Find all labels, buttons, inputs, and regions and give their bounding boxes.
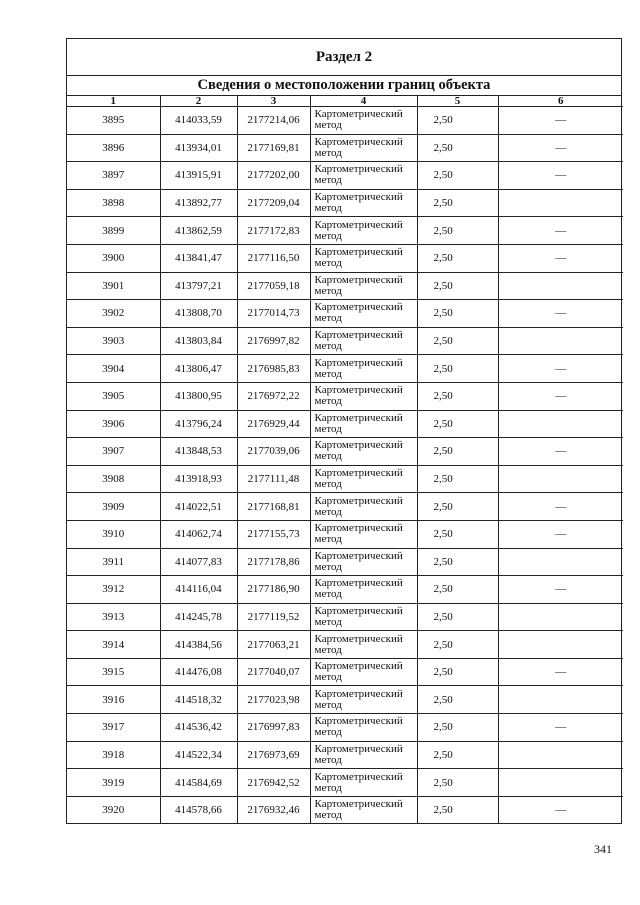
column-header: 6 [498, 96, 623, 107]
accuracy-cell: 2,50 [417, 796, 498, 823]
x-coordinate-cell: 414245,78 [160, 603, 237, 631]
y-coordinate-cell: 2177039,06 [237, 438, 310, 466]
note-cell: — [498, 355, 623, 383]
table-row [67, 658, 623, 686]
point-number-cell: 3915 [67, 658, 160, 686]
note-cell: — [498, 382, 623, 410]
table-row [67, 631, 623, 659]
accuracy-cell: 2,50 [417, 300, 498, 328]
accuracy-cell: 2,50 [417, 355, 498, 383]
point-number-cell: 3917 [67, 714, 160, 742]
method-cell [310, 382, 417, 410]
note-cell: — [498, 796, 623, 823]
method-line-2: метод [314, 395, 342, 408]
method-line-2: метод [314, 229, 342, 242]
y-coordinate-cell: 2177023,98 [237, 686, 310, 714]
method-line-1: Картометрический [314, 522, 403, 535]
column-header: 3 [237, 96, 310, 107]
method-line-1: Картометрический [314, 329, 403, 342]
method-line-2: метод [314, 781, 342, 794]
method-line-1: Картометрический [314, 135, 403, 148]
x-coordinate-cell: 413892,77 [160, 189, 237, 217]
method-cell [310, 438, 417, 466]
method-cell [310, 465, 417, 493]
table-row [67, 796, 623, 823]
method-cell [310, 714, 417, 742]
method-line-1: Картометрический [314, 660, 403, 673]
method-cell [310, 162, 417, 190]
x-coordinate-cell: 413797,21 [160, 272, 237, 300]
point-number-cell: 3909 [67, 493, 160, 521]
method-line-2: метод [314, 312, 342, 325]
point-number-cell: 3908 [67, 465, 160, 493]
method-line-1: Картометрический [314, 218, 403, 231]
note-cell [498, 631, 623, 659]
note-cell: — [498, 244, 623, 272]
point-number-cell: 3906 [67, 410, 160, 438]
method-line-1: Картометрический [314, 108, 403, 121]
table-row [67, 382, 623, 410]
method-line-1: Картометрический [314, 356, 403, 369]
accuracy-cell: 2,50 [417, 493, 498, 521]
method-line-1: Картометрический [314, 467, 403, 480]
y-coordinate-cell: 2176973,69 [237, 741, 310, 769]
x-coordinate-cell: 414116,04 [160, 576, 237, 604]
note-cell [498, 465, 623, 493]
method-line-2: метод [314, 174, 342, 187]
accuracy-cell: 2,50 [417, 162, 498, 190]
method-line-1: Картометрический [314, 163, 403, 176]
section-subtitle: Сведения о местоположении границ объекта [67, 76, 621, 96]
point-number-cell: 3899 [67, 217, 160, 245]
method-cell [310, 796, 417, 823]
note-cell [498, 741, 623, 769]
method-line-2: метод [314, 533, 342, 546]
accuracy-cell: 2,50 [417, 465, 498, 493]
y-coordinate-cell: 2177059,18 [237, 272, 310, 300]
method-cell [310, 603, 417, 631]
method-cell [310, 493, 417, 521]
method-line-1: Картометрический [314, 715, 403, 728]
column-header: 2 [160, 96, 237, 107]
table-row [67, 107, 623, 135]
note-cell [498, 769, 623, 797]
y-coordinate-cell: 2176972,22 [237, 382, 310, 410]
x-coordinate-cell: 413800,95 [160, 382, 237, 410]
note-cell: — [498, 162, 623, 190]
y-coordinate-cell: 2176929,44 [237, 410, 310, 438]
method-line-1: Картометрический [314, 301, 403, 314]
accuracy-cell: 2,50 [417, 382, 498, 410]
point-number-cell: 3900 [67, 244, 160, 272]
y-coordinate-cell: 2176985,83 [237, 355, 310, 383]
method-line-2: метод [314, 753, 342, 766]
method-cell [310, 217, 417, 245]
table-row [67, 603, 623, 631]
x-coordinate-cell: 414584,69 [160, 769, 237, 797]
method-line-2: метод [314, 615, 342, 628]
table-row [67, 769, 623, 797]
method-line-2: метод [314, 809, 342, 822]
accuracy-cell: 2,50 [417, 631, 498, 659]
method-line-2: метод [314, 505, 342, 518]
point-number-cell: 3919 [67, 769, 160, 797]
method-cell [310, 741, 417, 769]
y-coordinate-cell: 2177040,07 [237, 658, 310, 686]
table-row [67, 520, 623, 548]
method-line-2: метод [314, 698, 342, 711]
method-cell [310, 107, 417, 135]
method-line-2: метод [314, 284, 342, 297]
point-number-cell: 3910 [67, 520, 160, 548]
method-line-1: Картометрический [314, 770, 403, 783]
method-line-2: метод [314, 478, 342, 491]
y-coordinate-cell: 2177186,90 [237, 576, 310, 604]
accuracy-cell: 2,50 [417, 189, 498, 217]
note-cell [498, 548, 623, 576]
x-coordinate-cell: 414384,56 [160, 631, 237, 659]
method-line-2: метод [314, 560, 342, 573]
y-coordinate-cell: 2177111,48 [237, 465, 310, 493]
note-cell [498, 272, 623, 300]
point-number-cell: 3897 [67, 162, 160, 190]
table-row [67, 714, 623, 742]
point-number-cell: 3895 [67, 107, 160, 135]
x-coordinate-cell: 414077,83 [160, 548, 237, 576]
x-coordinate-cell: 413806,47 [160, 355, 237, 383]
note-cell: — [498, 217, 623, 245]
method-cell [310, 272, 417, 300]
y-coordinate-cell: 2176932,46 [237, 796, 310, 823]
column-header-row [67, 96, 623, 107]
y-coordinate-cell: 2176942,52 [237, 769, 310, 797]
point-number-cell: 3916 [67, 686, 160, 714]
note-cell: — [498, 520, 623, 548]
method-cell [310, 520, 417, 548]
accuracy-cell: 2,50 [417, 520, 498, 548]
y-coordinate-cell: 2177202,00 [237, 162, 310, 190]
table-row [67, 327, 623, 355]
note-cell: — [498, 493, 623, 521]
x-coordinate-cell: 413915,91 [160, 162, 237, 190]
note-cell [498, 603, 623, 631]
method-line-1: Картометрический [314, 742, 403, 755]
method-line-2: метод [314, 257, 342, 270]
point-number-cell: 3904 [67, 355, 160, 383]
table-row [67, 576, 623, 604]
accuracy-cell: 2,50 [417, 603, 498, 631]
method-line-2: метод [314, 146, 342, 159]
table-row [67, 217, 623, 245]
table-row [67, 162, 623, 190]
x-coordinate-cell: 413803,84 [160, 327, 237, 355]
method-line-1: Картометрический [314, 604, 403, 617]
method-line-1: Картометрический [314, 687, 403, 700]
method-cell [310, 548, 417, 576]
x-coordinate-cell: 413918,93 [160, 465, 237, 493]
column-header: 5 [417, 96, 498, 107]
accuracy-cell: 2,50 [417, 769, 498, 797]
point-number-cell: 3907 [67, 438, 160, 466]
x-coordinate-cell: 414022,51 [160, 493, 237, 521]
method-line-2: метод [314, 726, 342, 739]
y-coordinate-cell: 2176997,83 [237, 714, 310, 742]
method-line-2: метод [314, 422, 342, 435]
method-cell [310, 410, 417, 438]
x-coordinate-cell: 413848,53 [160, 438, 237, 466]
method-line-1: Картометрический [314, 549, 403, 562]
method-cell [310, 576, 417, 604]
table-row [67, 189, 623, 217]
y-coordinate-cell: 2177214,06 [237, 107, 310, 135]
note-cell: — [498, 300, 623, 328]
note-cell: — [498, 576, 623, 604]
table-row [67, 548, 623, 576]
method-line-1: Картометрический [314, 798, 403, 811]
point-number-cell: 3902 [67, 300, 160, 328]
accuracy-cell: 2,50 [417, 272, 498, 300]
method-line-2: метод [314, 340, 342, 353]
method-line-1: Картометрический [314, 632, 403, 645]
table-row [67, 300, 623, 328]
point-number-cell: 3912 [67, 576, 160, 604]
method-line-1: Картометрический [314, 411, 403, 424]
table-row [67, 244, 623, 272]
column-header: 1 [67, 96, 160, 107]
x-coordinate-cell: 414518,32 [160, 686, 237, 714]
accuracy-cell: 2,50 [417, 134, 498, 162]
y-coordinate-cell: 2177169,81 [237, 134, 310, 162]
point-number-cell: 3920 [67, 796, 160, 823]
point-number-cell: 3913 [67, 603, 160, 631]
y-coordinate-cell: 2177014,73 [237, 300, 310, 328]
method-cell [310, 769, 417, 797]
x-coordinate-cell: 413796,24 [160, 410, 237, 438]
note-cell [498, 327, 623, 355]
method-line-2: метод [314, 119, 342, 132]
accuracy-cell: 2,50 [417, 714, 498, 742]
method-line-2: метод [314, 367, 342, 380]
point-number-cell: 3914 [67, 631, 160, 659]
coordinates-table [67, 96, 623, 823]
note-cell [498, 410, 623, 438]
method-line-1: Картометрический [314, 273, 403, 286]
note-cell [498, 189, 623, 217]
point-number-cell: 3896 [67, 134, 160, 162]
method-line-1: Картометрический [314, 191, 403, 204]
accuracy-cell: 2,50 [417, 217, 498, 245]
accuracy-cell: 2,50 [417, 438, 498, 466]
y-coordinate-cell: 2177063,21 [237, 631, 310, 659]
y-coordinate-cell: 2177168,81 [237, 493, 310, 521]
method-cell [310, 134, 417, 162]
method-line-2: метод [314, 643, 342, 656]
accuracy-cell: 2,50 [417, 410, 498, 438]
accuracy-cell: 2,50 [417, 548, 498, 576]
x-coordinate-cell: 414522,34 [160, 741, 237, 769]
method-cell [310, 658, 417, 686]
table-row [67, 272, 623, 300]
x-coordinate-cell: 413934,01 [160, 134, 237, 162]
note-cell: — [498, 134, 623, 162]
method-line-2: метод [314, 671, 342, 684]
x-coordinate-cell: 414062,74 [160, 520, 237, 548]
accuracy-cell: 2,50 [417, 686, 498, 714]
point-number-cell: 3903 [67, 327, 160, 355]
accuracy-cell: 2,50 [417, 658, 498, 686]
method-line-1: Картометрический [314, 384, 403, 397]
x-coordinate-cell: 414536,42 [160, 714, 237, 742]
y-coordinate-cell: 2177172,83 [237, 217, 310, 245]
point-number-cell: 3898 [67, 189, 160, 217]
accuracy-cell: 2,50 [417, 576, 498, 604]
method-cell [310, 244, 417, 272]
table-row [67, 493, 623, 521]
table-row [67, 410, 623, 438]
accuracy-cell: 2,50 [417, 107, 498, 135]
column-header: 4 [310, 96, 417, 107]
method-cell [310, 355, 417, 383]
point-number-cell: 3905 [67, 382, 160, 410]
y-coordinate-cell: 2177155,73 [237, 520, 310, 548]
method-cell [310, 686, 417, 714]
point-number-cell: 3918 [67, 741, 160, 769]
x-coordinate-cell: 413862,59 [160, 217, 237, 245]
y-coordinate-cell: 2177209,04 [237, 189, 310, 217]
x-coordinate-cell: 413808,70 [160, 300, 237, 328]
section-title: Раздел 2 [67, 39, 621, 76]
x-coordinate-cell: 414578,66 [160, 796, 237, 823]
point-number-cell: 3911 [67, 548, 160, 576]
accuracy-cell: 2,50 [417, 741, 498, 769]
table-row [67, 355, 623, 383]
page-number: 341 [594, 842, 612, 856]
method-cell [310, 631, 417, 659]
note-cell: — [498, 658, 623, 686]
x-coordinate-cell: 414033,59 [160, 107, 237, 135]
method-line-2: метод [314, 202, 342, 215]
accuracy-cell: 2,50 [417, 244, 498, 272]
table-row [67, 465, 623, 493]
note-cell: — [498, 107, 623, 135]
method-line-2: метод [314, 588, 342, 601]
table-row [67, 741, 623, 769]
y-coordinate-cell: 2177119,52 [237, 603, 310, 631]
note-cell [498, 686, 623, 714]
method-cell [310, 300, 417, 328]
method-line-1: Картометрический [314, 439, 403, 452]
y-coordinate-cell: 2177116,50 [237, 244, 310, 272]
y-coordinate-cell: 2177178,86 [237, 548, 310, 576]
method-line-2: метод [314, 450, 342, 463]
point-number-cell: 3901 [67, 272, 160, 300]
table-row [67, 438, 623, 466]
accuracy-cell: 2,50 [417, 327, 498, 355]
x-coordinate-cell: 414476,08 [160, 658, 237, 686]
table-row [67, 686, 623, 714]
method-line-1: Картометрический [314, 494, 403, 507]
boundary-table-frame [66, 38, 622, 824]
method-cell [310, 189, 417, 217]
method-cell [310, 327, 417, 355]
x-coordinate-cell: 413841,47 [160, 244, 237, 272]
method-line-1: Картометрический [314, 577, 403, 590]
note-cell: — [498, 714, 623, 742]
y-coordinate-cell: 2176997,82 [237, 327, 310, 355]
note-cell: — [498, 438, 623, 466]
method-line-1: Картометрический [314, 246, 403, 259]
table-row [67, 134, 623, 162]
